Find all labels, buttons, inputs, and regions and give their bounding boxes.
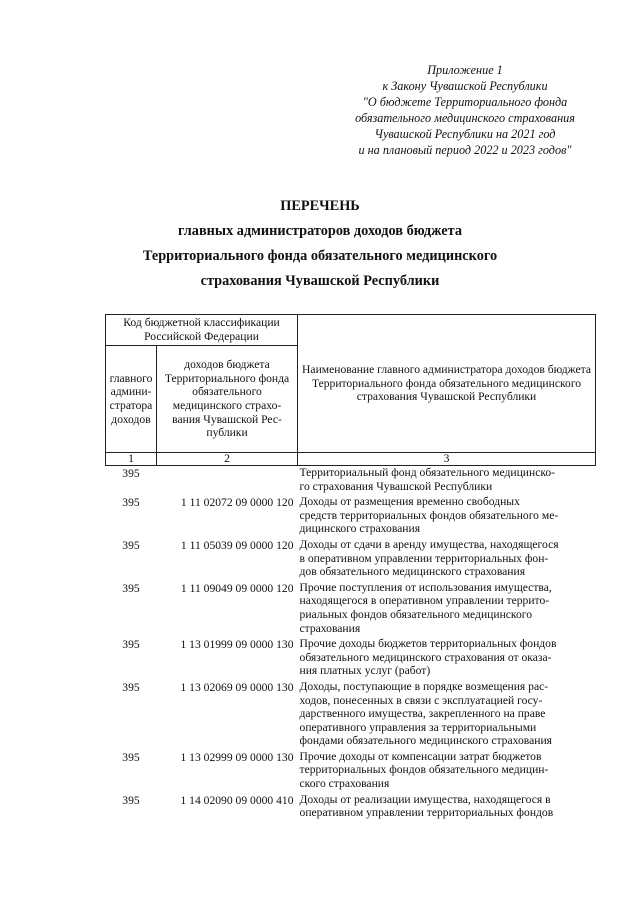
name-line: страхования bbox=[299, 621, 361, 635]
admin-code: 395 bbox=[122, 680, 140, 694]
name-line: дарственного имущества, закрепленного на праве bbox=[299, 707, 546, 721]
appendix-line: Чувашской Республики на 2021 год bbox=[374, 127, 556, 141]
admin-code: 395 bbox=[122, 581, 140, 595]
administrator-name bbox=[298, 466, 596, 496]
administrator-name bbox=[298, 581, 596, 637]
title-line: страхования Чувашской Республики bbox=[200, 273, 440, 289]
appendix-line: Приложение 1 bbox=[427, 63, 503, 77]
income-code: 1 14 02090 09 0000 410 bbox=[180, 793, 294, 807]
name-line: территориальных фондов обязательного медицин- bbox=[299, 763, 549, 777]
name-line: фондами обязательного медицинского страхования bbox=[299, 734, 552, 748]
admin-code: 395 bbox=[122, 793, 140, 807]
title-line: ПЕРЕЧЕНЬ bbox=[280, 198, 360, 214]
administrator-name bbox=[298, 637, 596, 680]
name-line: ходов, понесенных в связи с эксплуатацией госу- bbox=[299, 693, 543, 707]
name-line: ния платных услуг (работ) bbox=[299, 664, 431, 678]
column-number: 1 bbox=[106, 453, 157, 466]
administrator-name bbox=[298, 538, 596, 581]
appendix-line: "О бюджете Территориального фонда bbox=[362, 95, 568, 109]
admin-code: 395 bbox=[122, 496, 140, 510]
income-code: 1 13 02999 09 0000 130 bbox=[180, 750, 294, 764]
income-code: 1 11 02072 09 0000 120 bbox=[180, 496, 294, 510]
revenue-administrators-table bbox=[105, 314, 596, 822]
appendix-line: и на плановый период 2022 и 2023 годов" bbox=[358, 143, 572, 157]
administrator-name bbox=[298, 495, 596, 538]
income-code bbox=[157, 466, 298, 496]
name-line: дицинского страхования bbox=[299, 522, 421, 536]
table-row bbox=[106, 793, 596, 822]
header-budget-classification: Код бюджетной классификации Российской Федерации bbox=[106, 315, 298, 346]
table-row bbox=[106, 538, 596, 581]
name-line: Территориальный фонд обязательного медицинско- bbox=[299, 466, 556, 479]
column-number: 3 bbox=[298, 453, 596, 466]
income-code: 1 13 01999 09 0000 130 bbox=[180, 638, 294, 652]
table-row bbox=[106, 680, 596, 750]
name-line: Прочие доходы от компенсации затрат бюджетов bbox=[299, 749, 542, 763]
admin-code: 395 bbox=[122, 538, 140, 552]
column-number: 2 bbox=[157, 453, 298, 466]
table-row bbox=[106, 466, 596, 496]
name-line: в оперативном управлении территориальных фон- bbox=[299, 551, 549, 565]
name-line: дов обязательного медицинского страхования bbox=[299, 565, 526, 579]
title-line: Территориального фонда обязательного медицинского bbox=[142, 248, 498, 264]
name-line: находящегося в оперативном управлении террито- bbox=[299, 594, 550, 608]
name-line: Прочие доходы бюджетов территориальных фондов bbox=[299, 637, 557, 651]
name-line: Доходы от реализации имущества, находящегося в bbox=[299, 792, 551, 806]
name-line: оперативного управления за территориальными bbox=[299, 720, 537, 734]
appendix-line: к Закону Чувашской Республики bbox=[382, 79, 548, 93]
name-line: Прочие поступления от использования имущества, bbox=[299, 580, 552, 594]
table-row bbox=[106, 581, 596, 637]
header-administrator-name: Наименование главного администратора доходов бюджета Территориального фонда обязательного медицинского страхования Чувашской Республики bbox=[298, 315, 596, 453]
name-line: средств территориальных фондов обязательного ме- bbox=[299, 508, 559, 522]
appendix-line: обязательного медицинского страхования bbox=[355, 111, 575, 125]
name-line: Доходы от сдачи в аренду имущества, находящегося bbox=[299, 537, 559, 551]
name-line: го страхования Чувашской Республики bbox=[299, 479, 493, 493]
administrator-name bbox=[298, 750, 596, 793]
admin-code: 395 bbox=[122, 638, 140, 652]
name-line: Доходы от размещения временно свободных bbox=[299, 495, 520, 509]
appendix-block bbox=[330, 62, 600, 158]
table-row bbox=[106, 637, 596, 680]
name-line: обязательного медицинского страхования от оказа- bbox=[299, 650, 552, 664]
name-line: оперативном управлении территориальных фондов bbox=[299, 806, 554, 820]
header-income-code: доходов бюджета Территориального фонда обязательного медицинского страхо-вания Чувашской Рес-публики bbox=[157, 346, 298, 453]
name-line: ского страхования bbox=[299, 777, 390, 791]
administrator-name bbox=[298, 680, 596, 750]
table-row bbox=[106, 750, 596, 793]
administrator-name bbox=[298, 793, 596, 822]
income-code: 1 13 02069 09 0000 130 bbox=[180, 680, 294, 694]
income-code: 1 11 09049 09 0000 120 bbox=[180, 581, 294, 595]
admin-code: 395 bbox=[122, 467, 140, 480]
document-title bbox=[0, 194, 640, 294]
title-line: главных администраторов доходов бюджета bbox=[178, 223, 462, 239]
name-line: Доходы, поступающие в порядке возмещения рас- bbox=[299, 679, 549, 693]
admin-code: 395 bbox=[122, 750, 140, 764]
table-row bbox=[106, 495, 596, 538]
header-admin-code: главного админи-стратора доходов bbox=[106, 346, 157, 453]
name-line: риальных фондов обязательного медицинского bbox=[299, 607, 533, 621]
income-code: 1 11 05039 09 0000 120 bbox=[180, 538, 294, 552]
